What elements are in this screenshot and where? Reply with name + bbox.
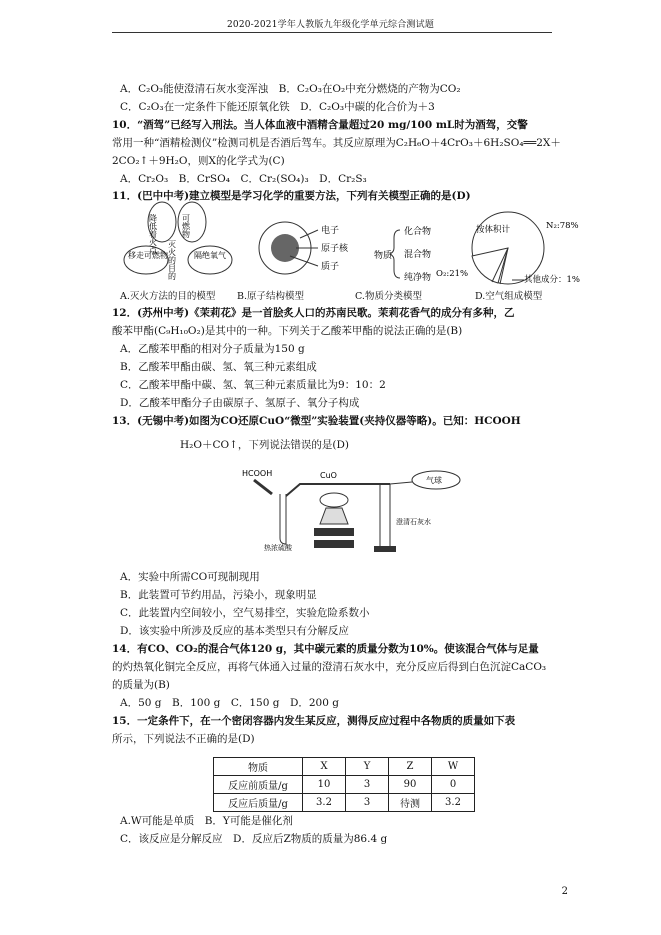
model-b-label-1: 电子: [321, 226, 340, 236]
q12-option-d: D．乙酸苯甲酯分子由碳原子、氢原子、氧分子构成: [120, 397, 360, 409]
q10-options: A．Cr₂O₃ B．CrSO₄ C．Cr₂(SO₄)₃ D．Cr₂S₃: [120, 173, 367, 185]
table-cell: 物质: [214, 758, 303, 776]
q12-line1: 12．(苏州中考)《茉莉花》是一首脍炙人口的苏南民歌。茉莉花香气的成分有多种，乙: [112, 307, 515, 319]
model-b-caption: B.原子结构模型: [237, 291, 305, 302]
model-c-item-3: 纯净物: [404, 273, 432, 283]
q15-line2: 所示，下列说法不正确的是(D): [112, 733, 255, 745]
model-b-label-3: 质子: [321, 262, 340, 272]
table-cell: W: [432, 758, 475, 776]
header-rule: [112, 32, 552, 33]
model-d-other: 其他成分：1%: [524, 275, 580, 285]
page-header: 2020-2021学年人教版九年级化学单元综合测试题: [226, 20, 435, 30]
q15-options-ab: A.W可能是单质 B．Y可能是催化剂: [120, 815, 293, 827]
model-a-fire: [124, 202, 232, 281]
model-d-title: 按体积计: [476, 225, 511, 235]
table-cell: 3.2: [432, 794, 475, 812]
table-row: [214, 776, 475, 794]
table-cell: 90: [389, 776, 432, 794]
table-cell: 3: [346, 794, 389, 812]
model-a-petal-3: 移走可燃物: [128, 251, 168, 260]
model-a-center: 灭火的目的: [167, 240, 177, 280]
q12-option-c: C．乙酸苯甲酯中碳、氢、氧三种元素质量比为9：10：2: [120, 379, 386, 391]
model-a-petal-1: 降低着火点: [148, 214, 158, 254]
label-acid: 热浓硫酸: [264, 544, 292, 552]
model-d-n2: N₂:78%: [546, 221, 579, 231]
q10-line1: 10．“酒驾”已经写入刑法。当人体血液中酒精含量超过20 mg/100 mL时为酒驾，交警: [112, 119, 528, 131]
q14-line2: 的灼热氧化铜完全反应，再将气体通入过量的澄清石灰水中，充分反应后得到白色沉淀CaCO₃: [112, 661, 547, 673]
table-cell: 0: [432, 776, 475, 794]
table-cell: X: [303, 758, 346, 776]
q14-options: A．50 g B．100 g C．150 g D．200 g: [120, 697, 339, 709]
table-cell: 反应前质量/g: [214, 776, 303, 794]
q10-line2: 常用一种“酒精检测仪”检测司机是否酒后驾车。其反应原理为C₂H₆O＋4CrO₃＋6H₂SO₄══2X＋: [112, 137, 561, 149]
table-cell: 待测: [389, 794, 432, 812]
q13-apparatus: [240, 466, 470, 562]
q15-line1: 15．一定条件下，在一个密闭容器内发生某反应，测得反应过程中各物质的质量如下表: [112, 715, 516, 727]
q13-option-b: B．此装置可节约用品，污染小，现象明显: [120, 589, 317, 601]
q11-stem: 11．(巴中中考)建立模型是学习化学的重要方法，下列有关模型正确的是(D): [112, 190, 471, 202]
q14-line1: 14．有CO、CO₂的混合气体120 g，其中碳元素的质量分数为10%。使该混合气体与足量: [112, 643, 539, 655]
q9-options-ab: A．C₂O₃能使澄清石灰水变浑浊 B．C₂O₃在O₂中充分燃烧的产物为CO₂: [120, 83, 461, 95]
model-c-item-1: 化合物: [404, 227, 432, 237]
q13-option-c: C．此装置内空间较小，空气易排空，实验危险系数小: [120, 607, 370, 619]
q13-line1: 13．(无锡中考)如图为CO还原CuO“微型”实验装置(夹持仪器等略)。已知：HCOOH: [112, 415, 521, 427]
model-d-air-pie: [436, 212, 580, 285]
q12-line2: 酸苯甲酯(C₉H₁₀O₂)是其中的一种。下列关于乙酸苯甲酯的说法正确的是(B): [112, 325, 463, 337]
page-number: 2: [561, 886, 568, 897]
label-cuo: CuO: [320, 471, 337, 480]
q11-models-figure: [120, 200, 590, 300]
table-row: [214, 794, 475, 812]
table-cell: 10: [303, 776, 346, 794]
model-b-atom: [259, 222, 349, 274]
model-c-classification: [374, 225, 431, 283]
model-c-item-2: 混合物: [404, 250, 432, 260]
model-d-caption: D.空气组成模型: [475, 291, 543, 302]
table-cell: 3.2: [303, 794, 346, 812]
table-cell: 反应后质量/g: [214, 794, 303, 812]
label-balloon: 气球: [426, 476, 442, 485]
model-a-petal-2: 可燃物: [181, 214, 191, 238]
q12-option-b: B．乙酸苯甲酯由碳、氢、氧三种元素组成: [120, 361, 317, 373]
table-cell: 3: [346, 776, 389, 794]
q9-options-cd: C．C₂O₃在一定条件下能还原氧化铁 D．C₂O₃中碳的化合价为＋3: [120, 101, 435, 113]
label-hcooh: HCOOH: [242, 469, 273, 478]
q14-line3: 的质量为(B): [112, 679, 170, 691]
model-c-caption: C.物质分类模型: [355, 291, 422, 302]
q15-mass-table: [213, 757, 475, 812]
model-c-root: 物质: [374, 251, 393, 261]
q13-option-a: A．实验中所需CO可现制现用: [120, 571, 260, 583]
table-cell: Y: [346, 758, 389, 776]
q13-option-d: D．该实验中所涉及反应的基本类型只有分解反应: [120, 625, 349, 637]
q10-line3: 2CO₂↑＋9H₂O，则X的化学式为(C): [112, 155, 285, 167]
label-limewater: 澄清石灰水: [396, 518, 431, 526]
model-a-caption: A.灭火方法的目的模型: [120, 291, 216, 302]
table-cell: Z: [389, 758, 432, 776]
q12-option-a: A．乙酸苯甲酯的相对分子质量为150 g: [120, 343, 305, 355]
model-b-label-2: 原子核: [321, 244, 349, 254]
q13-line2: H₂O＋CO↑，下列说法错误的是(D): [180, 439, 350, 451]
q15-options-cd: C．该反应是分解反应 D．反应后Z物质的质量为86.4 g: [120, 833, 388, 845]
model-a-petal-4: 隔绝氧气: [194, 251, 226, 260]
table-header-row: [214, 758, 475, 776]
model-d-o2: O₂:21%: [436, 269, 469, 279]
